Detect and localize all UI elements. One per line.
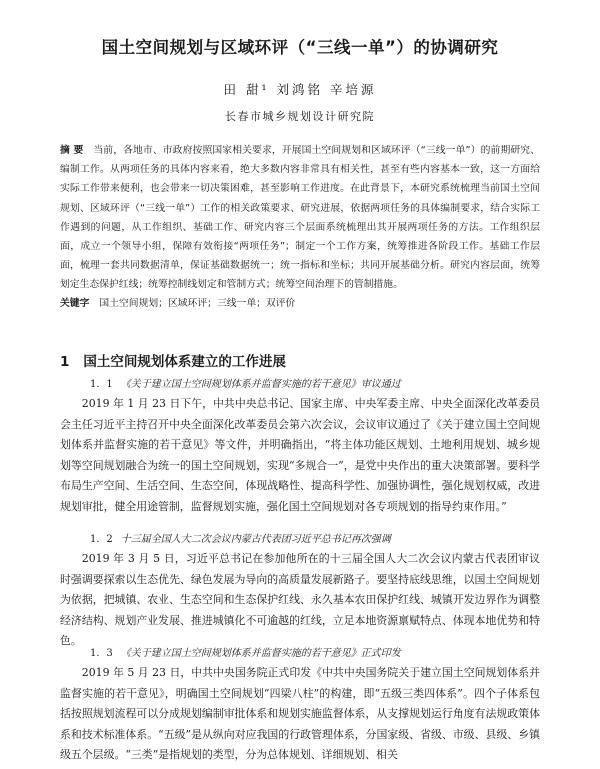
abstract-text: 当前，各地市、市政府按照国家相关要求，开展国土空间规划和区域环评（“三线一单”）的前期研究、编制工作。从两项任务的具体内容来看，绝大多数内容非常具有相关性，甚至有些内容基本一致，这一方面给实际工作带来便利，也会带来一切决策困难，甚至影响工作进度。在此背景下，本研究系统梳理当前国土空间规划、区域环评（“三线一单”）工作的相关政策要求、研究进展，依据两项任务的具体编制要求，结合实际工作遇到的问题，从工作组织、基础工作、研究内容三个层面系统梳理出其开展两项任务的方法。工作组织层面，成立一个领导小组，保障有效衔接“两项任务”；制定一个工作方案，统筹推进各阶段工作。基础工作层面，梳理一套共同数据清单，保证基础数据统一；统一指标和坐标；共同开展基础分析。研究内容层面，统筹划定生态保护红线；统筹控制线划定和管制方式；统筹空间治理下的管制措施。: [60, 145, 540, 291]
abstract-label: 摘 要: [60, 145, 84, 156]
subsection-heading: [90, 375, 560, 394]
subsection-number: 1．1: [90, 379, 113, 390]
subsection-title: 《关于建立国土空间规划体系并监督实施的若干意见》审议通过: [120, 379, 401, 390]
abstract: [60, 141, 540, 295]
affiliation: 长春市城乡规划设计研究院: [225, 110, 375, 123]
section-number: 1: [60, 354, 70, 370]
section-heading: [60, 350, 286, 370]
subsection-title: 十三届全国人大二次会议内蒙古代表团习近平总书记再次强调: [120, 534, 391, 545]
subsection-number: 1．2: [90, 534, 113, 545]
keywords-text: 国土空间规划；区域环评；三线一单；双评价: [99, 298, 296, 309]
section-title: 国土空间规划体系建立的工作进展: [83, 354, 286, 370]
keywords-label: 关键字: [60, 298, 90, 309]
subsection-number: 1．3: [90, 648, 113, 659]
author-list: 田 甜¹ 刘鸿铭 辛培源: [223, 82, 377, 97]
keywords: [60, 294, 540, 313]
body-paragraph: 2019 年 1 月 23 日下午，中共中央总书记、国家主席、中央军委主席、中央全面深化改革委员会主任习近平主持召开中央全面深化改革委员会第六次会议，会议审议通过了《关于建立国土空间规划体系并监督实施的若干意见》等文件，并明确指出，“将主体功能区规划、土地利用规划、城乡规划等空间规划融合为统一的国土空间规划，实现“多规合一”，是党中央作出的重大决策部署。要科学布局生产空间、生活空间、生态空间，体现战略性、提高科学性、加强协调性，强化规划权威，改进规划审批，健全用途管制，监督规划实施，强化国土空间规划对各专项规划的指导约束作用。”: [60, 397, 540, 513]
subsection-title: 《关于建立国土空间规划体系并监督实施的若干意见》正式印发: [120, 648, 401, 659]
body-paragraph: 2019 年 5 月 23 日，中共中央国务院正式印发《中共中央国务院关于建立国土空间规划体系并监督实施的若干意见》，明确国土空间规划“四梁八柱”的构建，即“五级三类四体系”。四个子体系包括按照规划流程可以分成规划编制审批体系和规划实施监督体系，从支撑规划运行角度有法规政策体系和技术标准体系。“五级”是从纵向对应我国的行政管理体系，分国家级、省级、市级、县级、乡镇级五个层级。“三类”是指规划的类型，分为总体规划、详细规划、相关: [60, 666, 540, 762]
body-paragraph: 2019 年 3 月 5 日，习近平总书记在参加他所在的十三届全国人大二次会议内蒙古代表团审议时强调要探索以生态优先、绿色发展为导向的高质量发展新路子。要坚持底线思维，以国土空间规划为依据，把城镇、农业、生态空间和生态保护红线、永久基本农田保护红线、城镇开发边界作为调整经济结构、规划产业发展、推进城镇化不可逾越的红线，立足本地资源禀赋特点、体现本地优势和特色。: [60, 552, 540, 648]
subsection-heading: [90, 530, 560, 549]
subsection-heading: [90, 644, 560, 663]
paper-title: 国土空间规划与区域环评（“三线一单”）的协调研究: [101, 38, 499, 57]
